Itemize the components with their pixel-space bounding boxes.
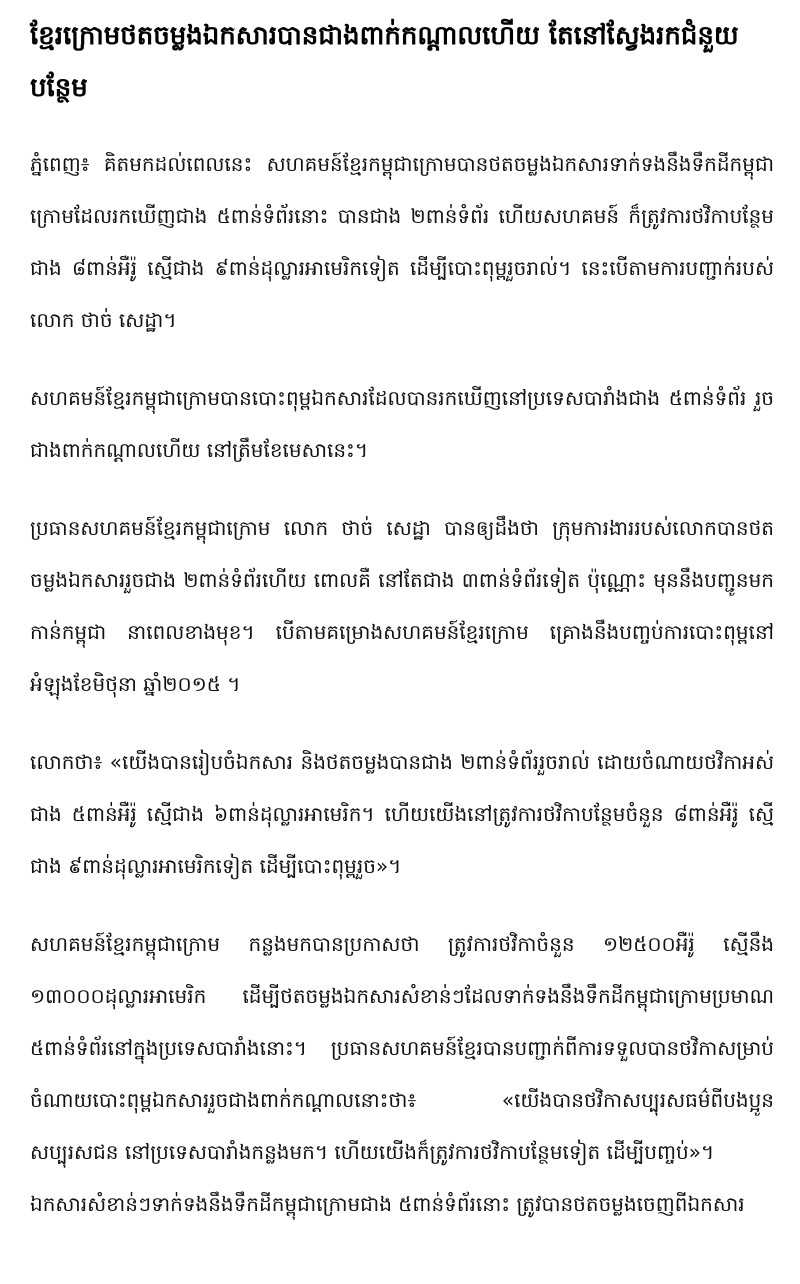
article-paragraph: ឯកសារសំខាន់ៗទាក់ទងនឹងទឹកដីកម្ពុជាក្រោមជាង ៥ពាន់ទំព័រនោះ ត្រូវបានថតចម្លងចេញពីឯកសារ <box>30 1192 745 1216</box>
article-paragraph: ប្រធានសហគមន៍ខ្មែរកម្ពុជាក្រោម លោក ថាច់ សេដ្ឋា បានឲ្យដឹងថា ក្រុមការងាររបស់លោកបានថតចម្លងឯកសាររួចជាង ២ពាន់ទំព័រហើយ ពោលគឺ នៅតែជាង ៣ពាន់ទំព័រទៀត ប៉ុណ្ណោះ មុននឹងបញ្ជូនមកកាន់កម្ពុជា នាពេលខាងមុខ។ បើតាមគម្រោងសហគមន៍ខ្មែរក្រោម គ្រោងនឹងបញ្ចប់ការបោះពុម្ពនៅអំឡុងខែមិថុនា ឆ្នាំ២០១៥ ។ <box>30 516 774 696</box>
article-paragraph: ភ្នំពេញ៖ គិតមកដល់ពេលនេះ សហគមន៍ខ្មែរកម្ពុជាក្រោមបានថតចម្លងឯកសារទាក់ទងនឹងទឹកដីកម្ពុជាក្រោមដែលរកឃើញជាង ៥ពាន់ទំព័រនោះ បានជាង ២ពាន់ទំព័រ ហើយសហគមន៍ ក៏ត្រូវការថវិកាបន្ថែមជាង ៨ពាន់អឺរ៉ូ ស្មើជាង ៩ពាន់ដុល្លារអាមេរិកទៀត ដើម្បីបោះពុម្ពរួចរាល់។ នេះបើតាមការបញ្ជាក់របស់លោក ថាច់ សេដ្ឋា។ <box>30 152 774 332</box>
article-paragraph: លោកថា៖ «យើងបានរៀបចំឯកសារ និងថតចម្លងបានជាង ២ពាន់ទំព័ររួចរាល់ ដោយចំណាយថវិកាអស់ជាង ៥ពាន់អឺរ៉ូ ស្មើជាង ៦ពាន់ដុល្លារអាមេរិក។ ហើយយើងនៅត្រូវការថវិកាបន្ថែមចំនួន ៨ពាន់អឺរ៉ូ ស្មើជាង ៩ពាន់ដុល្លារអាមេរិកទៀត ដើម្បីបោះពុម្ពរួច»។ <box>30 750 774 878</box>
article-paragraph: សហគមន៍ខ្មែរកម្ពុជាក្រោម កន្លងមកបានប្រកាសថា ត្រូវការថវិកាចំនួន ១២៥០០អឺរ៉ូ ស្មើនឹង ១៣០០០ដុល្លារអាមេរិក ដើម្បីថតចម្លងឯកសារសំខាន់ៗដែលទាក់ទងនឹងទឹកដីកម្ពុជាក្រោមប្រមាណ ៥ពាន់ទំព័រនៅក្នុងប្រទេសបារាំងនោះ។ ប្រធានសហគមន៍ខ្មែរបានបញ្ជាក់ពីការទទួលបានថវិកាសម្រាប់ចំណាយបោះពុម្ពឯកសាររួចជាងពាក់កណ្តាលនោះថា៖ «យើងបានថវិកាសប្បុរសធម៌ពីបងប្អូនសប្បុរសជន នៅប្រទេសបារាំងកន្លងមក។ ហើយយើងក៏ត្រូវការថវិកាបន្ថែមទៀត ដើម្បីបញ្ចប់»។ <box>30 932 774 1164</box>
article-headline: ខ្មែរក្រោមថតចម្លងឯកសារបានជាងពាក់កណ្តាលហើយ តែនៅស្វែងរកជំនួយបន្ថែម <box>30 21 739 103</box>
article-paragraph: សហគមន៍ខ្មែរកម្ពុជាក្រោមបានបោះពុម្ពឯកសារដែលបានរកឃើញនៅប្រទេសបារាំងជាង ៥ពាន់ទំព័រ រួចជាងពាក់កណ្តាលហើយ នៅត្រឹមខែមេសានេះ។ <box>30 386 774 462</box>
